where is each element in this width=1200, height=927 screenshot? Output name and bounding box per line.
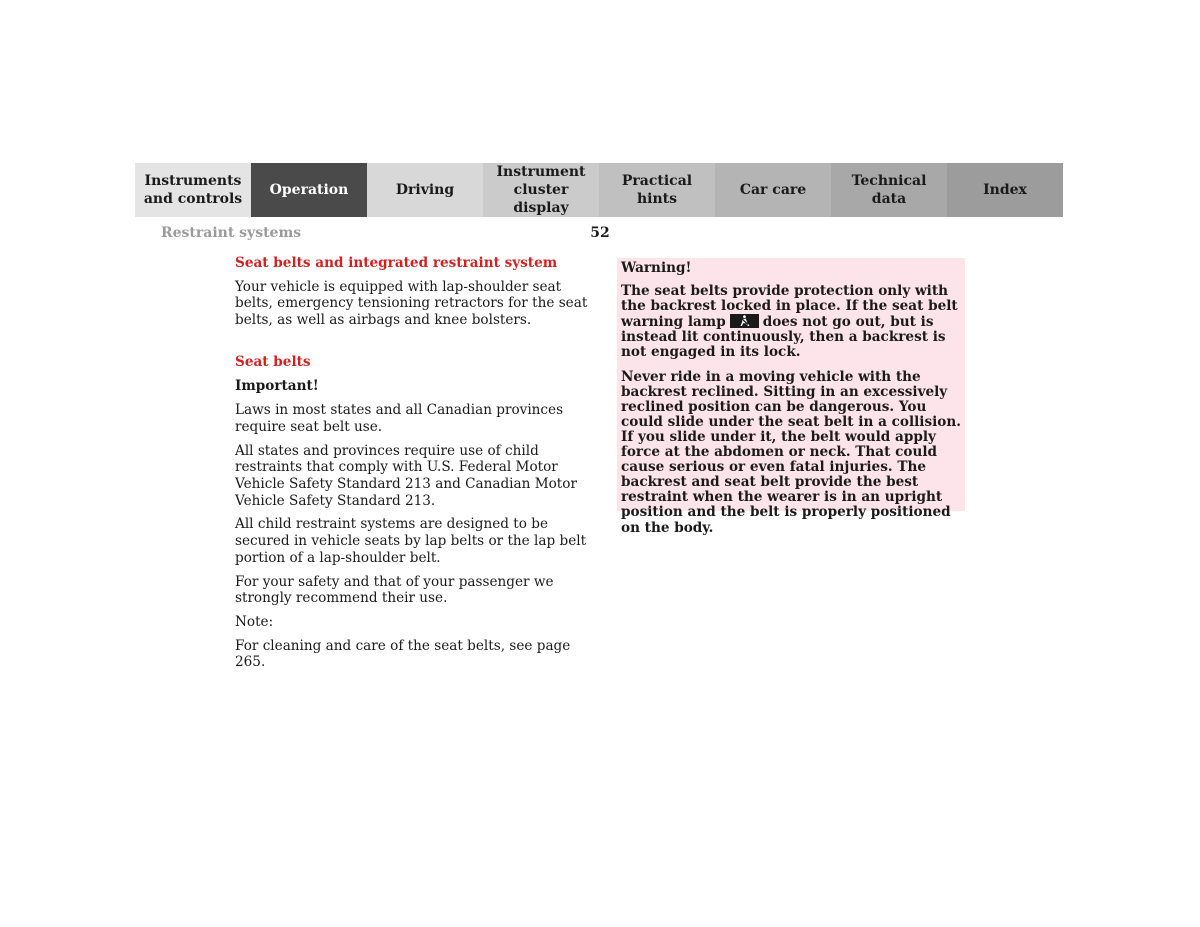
tab-label xyxy=(487,163,595,217)
intro-paragraph: Your vehicle is equipped with lap-shoulder seat belts, emergency tensioning retractors for the seat belts, as well as airbags and knee bolsters. xyxy=(235,278,588,329)
tab-label-line: Index xyxy=(983,182,1027,198)
heading-seat-belts: Seat belts xyxy=(235,353,311,370)
tab-label xyxy=(983,181,1027,199)
laws-paragraph: Laws in most states and all Canadian provinces require seat belt use. xyxy=(235,402,564,435)
tab-label-line: Operation xyxy=(269,182,349,198)
tab-label-line: Driving xyxy=(395,182,455,198)
tab-driving[interactable] xyxy=(367,163,483,217)
warning-box xyxy=(617,258,965,536)
tab-technical-data[interactable] xyxy=(831,163,947,217)
tab-label-line: cluster display xyxy=(513,182,569,216)
page-number: 52 xyxy=(590,225,610,241)
recommendation-paragraph: For your safety and that of your passenger we strongly recommend their use. xyxy=(235,573,554,607)
important-label: Important! xyxy=(235,377,319,394)
warning-title: Warning! xyxy=(621,260,692,276)
tab-label-line: data xyxy=(871,191,907,207)
warning-text-after-icon: does not go out, but is instead lit continuously, then a backrest is not engaged in its lock. xyxy=(621,314,946,361)
tab-instruments-and-controls[interactable] xyxy=(135,163,251,217)
section-title: Restraint systems xyxy=(161,225,302,241)
note-paragraph: For cleaning and care of the seat belts, see page 265. xyxy=(235,637,571,671)
tab-label-line: Instrument xyxy=(496,164,586,180)
chapter-navigation-bar xyxy=(135,163,1064,217)
tab-index[interactable] xyxy=(947,163,1063,217)
tab-label xyxy=(270,181,349,199)
tab-practical-hints[interactable] xyxy=(599,163,715,217)
heading-seat-belts-and-restraint-system: Seat belts and integrated restraint system xyxy=(235,255,558,271)
note-label: Note: xyxy=(235,613,274,630)
tab-label xyxy=(396,181,454,199)
tab-operation[interactable] xyxy=(251,163,367,217)
tab-label xyxy=(144,172,242,208)
tab-label-line: and controls xyxy=(143,191,243,207)
tab-label-line: Practical hints xyxy=(621,173,693,207)
tab-label xyxy=(852,172,927,208)
tab-label xyxy=(740,181,806,199)
tab-label xyxy=(603,172,711,208)
tab-instrument-cluster-display[interactable] xyxy=(483,163,599,217)
warning-text-before-icon: The seat belts provide protection only with the backrest locked in place. If the seat belt warning lamp xyxy=(621,283,958,331)
tab-label-line: Instruments xyxy=(144,173,242,189)
warning-paragraph-reclined: Never ride in a moving vehicle with the backrest reclined. Sitting in an excessively reclined position can be dangerous. You could slide under the seat belt in a collision. If you slide under it, the belt would apply force at the abdomen or neck. That could cause serious or even fatal injuries. The backrest and seat belt provide the best restraint when the wearer is in an upright position and the belt is properly positioned on the body. xyxy=(621,368,961,536)
child-restraints-paragraph: All states and provinces require use of child restraints that comply with U.S. Federal Motor Vehicle Safety Standard 213 and Canadian Motor Vehicle Safety Standard 213. xyxy=(235,442,577,509)
warning-paragraph-backrest xyxy=(621,284,961,360)
child-restraint-systems-paragraph: All child restraint systems are designed to be secured in vehicle seats by lap belts or the lap belt portion of a lap-shoulder belt. xyxy=(235,516,587,566)
seat-belt-warning-lamp-icon xyxy=(730,314,759,328)
tab-car-care[interactable] xyxy=(715,163,831,217)
tab-label-line: Technical xyxy=(851,173,927,189)
main-text-column xyxy=(235,255,590,678)
tab-label-line: Car care xyxy=(739,182,807,198)
